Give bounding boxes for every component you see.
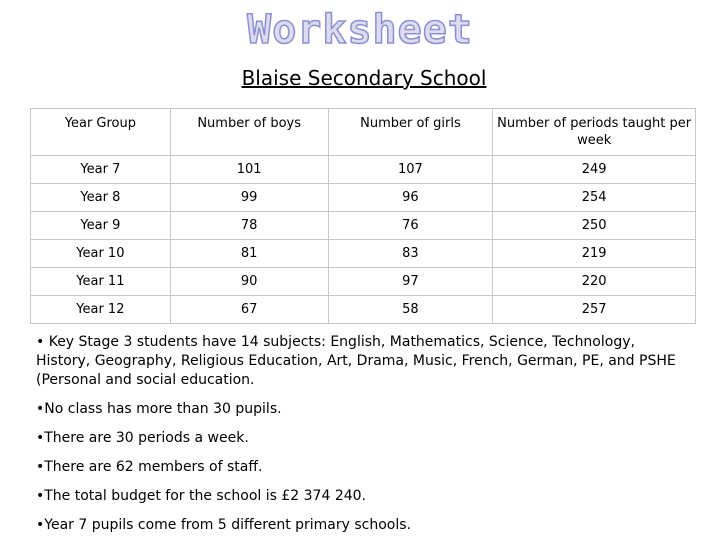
fact-class-size: •No class has more than 30 pupils. (36, 401, 282, 417)
year-group-table (30, 108, 696, 324)
school-name: Blaise Secondary School (241, 66, 487, 90)
cell-year-group: Year 10 (31, 240, 171, 268)
cell-girls: 76 (328, 212, 493, 240)
table-header-row (31, 109, 696, 156)
fact-primary-schools: •Year 7 pupils come from 5 different primary schools. (36, 517, 412, 533)
table-row (31, 156, 696, 184)
cell-year-group: Year 11 (31, 268, 171, 296)
table-row (31, 212, 696, 240)
cell-periods: 249 (493, 156, 696, 184)
cell-periods: 250 (493, 212, 696, 240)
header-boys: Number of boys (170, 109, 328, 156)
cell-boys: 90 (170, 268, 328, 296)
cell-boys: 67 (170, 296, 328, 324)
cell-boys: 101 (170, 156, 328, 184)
cell-boys: 99 (170, 184, 328, 212)
cell-girls: 107 (328, 156, 493, 184)
table-row (31, 240, 696, 268)
cell-boys: 78 (170, 212, 328, 240)
cell-year-group: Year 8 (31, 184, 171, 212)
cell-boys: 81 (170, 240, 328, 268)
table-row (31, 184, 696, 212)
cell-girls: 83 (328, 240, 493, 268)
header-periods: Number of periods taught per week (493, 109, 696, 156)
table-row (31, 296, 696, 324)
header-year-group: Year Group (31, 109, 171, 156)
cell-periods: 220 (493, 268, 696, 296)
school-facts-list (36, 333, 686, 545)
cell-periods: 254 (493, 184, 696, 212)
worksheet-title: Worksheet (247, 7, 473, 53)
header-girls: Number of girls (328, 109, 493, 156)
fact-budget: •The total budget for the school is £2 374 240. (36, 488, 366, 504)
cell-year-group: Year 9 (31, 212, 171, 240)
cell-girls: 97 (328, 268, 493, 296)
fact-staff: •There are 62 members of staff. (36, 459, 263, 475)
table-row (31, 268, 696, 296)
cell-year-group: Year 12 (31, 296, 171, 324)
cell-periods: 257 (493, 296, 696, 324)
cell-year-group: Year 7 (31, 156, 171, 184)
cell-girls: 58 (328, 296, 493, 324)
cell-periods: 219 (493, 240, 696, 268)
fact-periods: •There are 30 periods a week. (36, 430, 249, 446)
fact-subjects: • Key Stage 3 students have 14 subjects: English, Mathematics, Science, Technology, History, Geography, Religious Education, Art, Drama, Music, French, German, PE, and PSHE (Personal and social education. (36, 334, 676, 388)
cell-girls: 96 (328, 184, 493, 212)
